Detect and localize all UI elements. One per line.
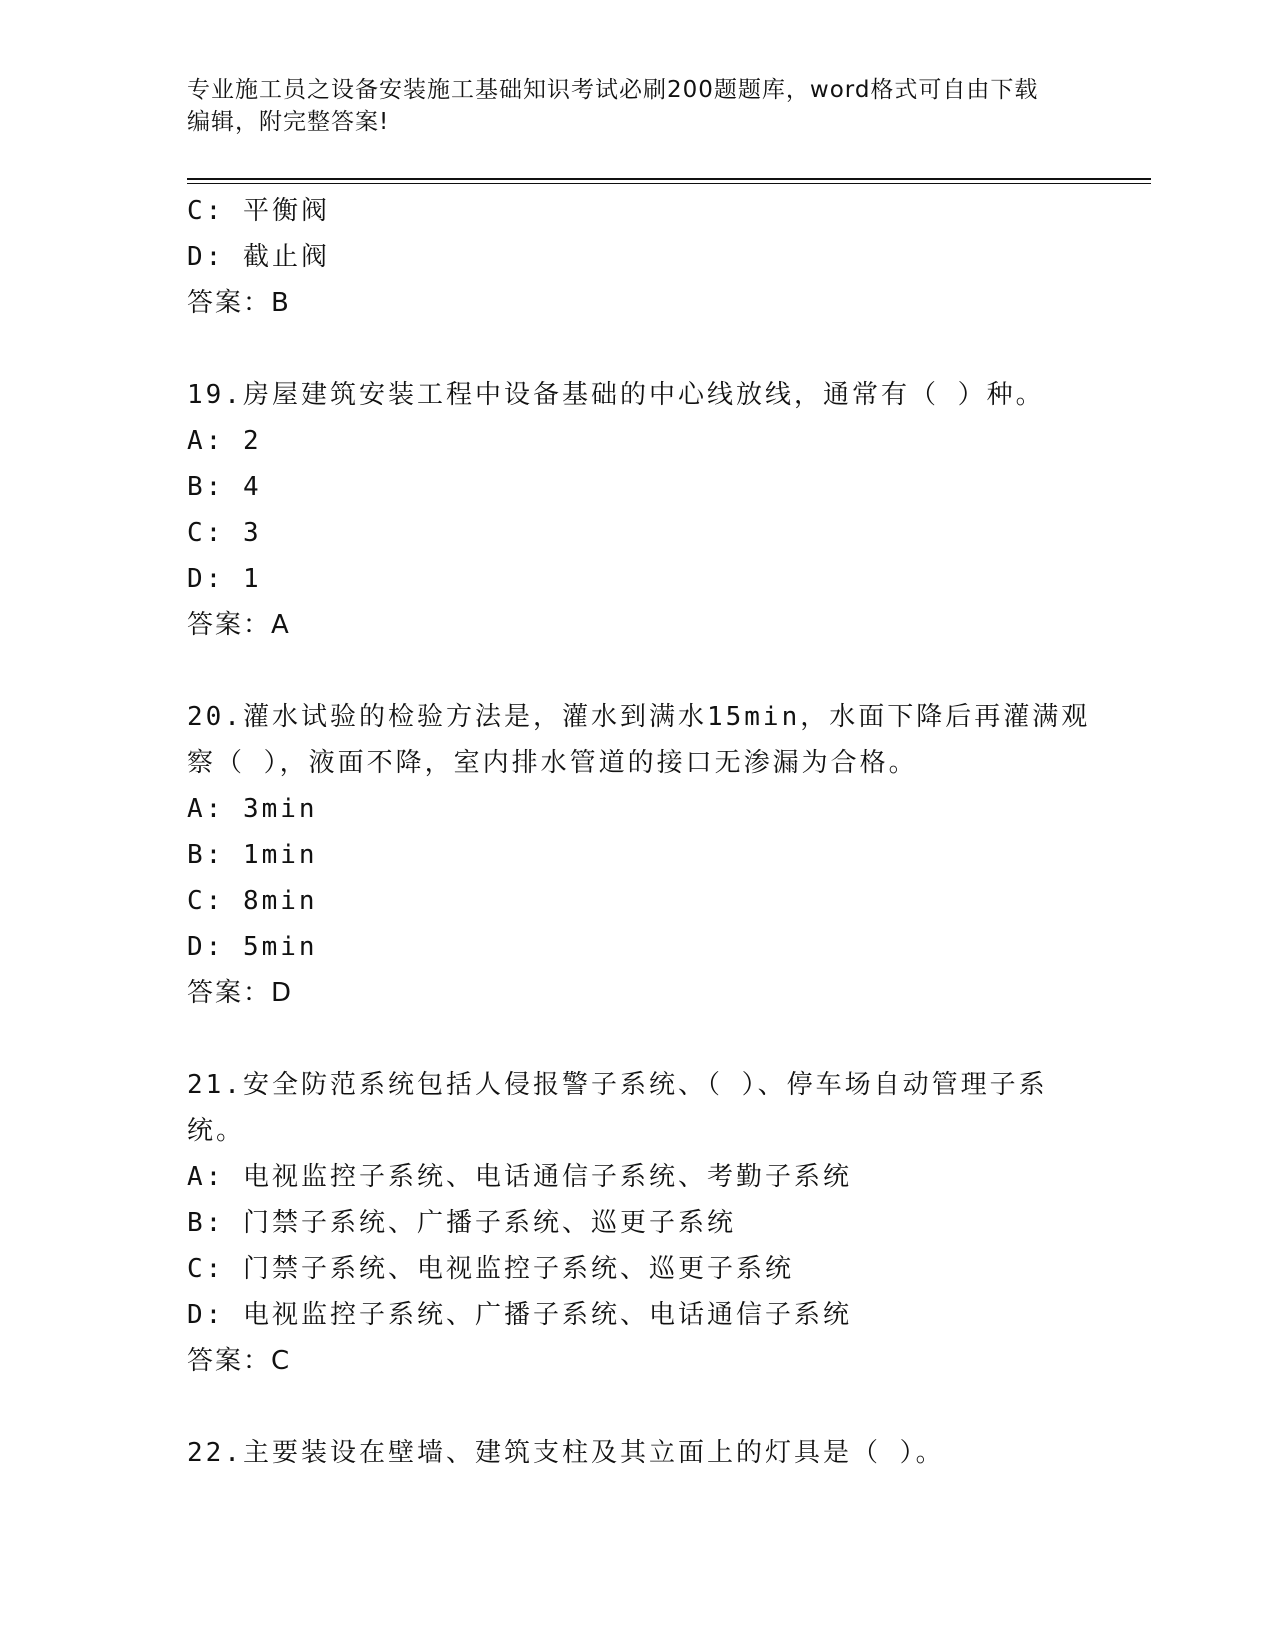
header-line-2: 编辑，附完整答案! — [187, 109, 390, 135]
option-d: D: 5min — [187, 932, 318, 962]
option-a: A: 3min — [187, 794, 318, 824]
question-18-tail — [187, 188, 1087, 326]
question-19 — [187, 372, 1087, 648]
option-c: C: 门禁子系统、电视监控子系统、巡更子系统 — [187, 1254, 794, 1284]
answer-line: 答案：A — [187, 610, 291, 640]
question-stem-cont: 统。 — [187, 1116, 246, 1146]
option-a: A: 2 — [187, 426, 262, 456]
option-b: B: 4 — [187, 472, 262, 502]
option-d: D: 截止阀 — [187, 242, 330, 272]
answer-line: 答案：B — [187, 288, 291, 318]
answer-line: 答案：D — [187, 978, 294, 1008]
answer-line: 答案：C — [187, 1346, 292, 1376]
option-d: D: 1 — [187, 564, 262, 594]
question-21 — [187, 1062, 1087, 1384]
option-c: C: 3 — [187, 518, 262, 548]
question-20 — [187, 694, 1091, 1016]
option-c: C: 平衡阀 — [187, 196, 330, 226]
question-stem: 20.灌水试验的检验方法是，灌水到满水15min，水面下降后再灌满观 — [187, 702, 1091, 732]
header-line-1: 专业施工员之设备安装施工基础知识考试必刷200题题库，word格式可自由下载 — [187, 77, 1039, 103]
option-c: C: 8min — [187, 886, 318, 916]
question-list — [187, 188, 1091, 1476]
question-stem: 22.主要装设在壁墙、建筑支柱及其立面上的灯具是（ ）。 — [187, 1438, 945, 1468]
option-d: D: 电视监控子系统、广播子系统、电话通信子系统 — [187, 1300, 852, 1330]
header-divider-thick — [187, 178, 1151, 180]
option-b: B: 1min — [187, 840, 318, 870]
option-b: B: 门禁子系统、广播子系统、巡更子系统 — [187, 1208, 736, 1238]
document-header — [187, 74, 1067, 138]
question-stem: 19.房屋建筑安装工程中设备基础的中心线放线，通常有（ ）种。 — [187, 380, 1045, 410]
option-a: A: 电视监控子系统、电话通信子系统、考勤子系统 — [187, 1162, 852, 1192]
question-22 — [187, 1430, 1087, 1476]
question-stem: 21.安全防范系统包括人侵报警子系统、（ ）、停车场自动管理子系 — [187, 1070, 1048, 1100]
header-divider-thin — [187, 183, 1151, 184]
question-stem-cont: 察（ ），液面不降，室内排水管道的接口无渗漏为合格。 — [187, 748, 918, 778]
